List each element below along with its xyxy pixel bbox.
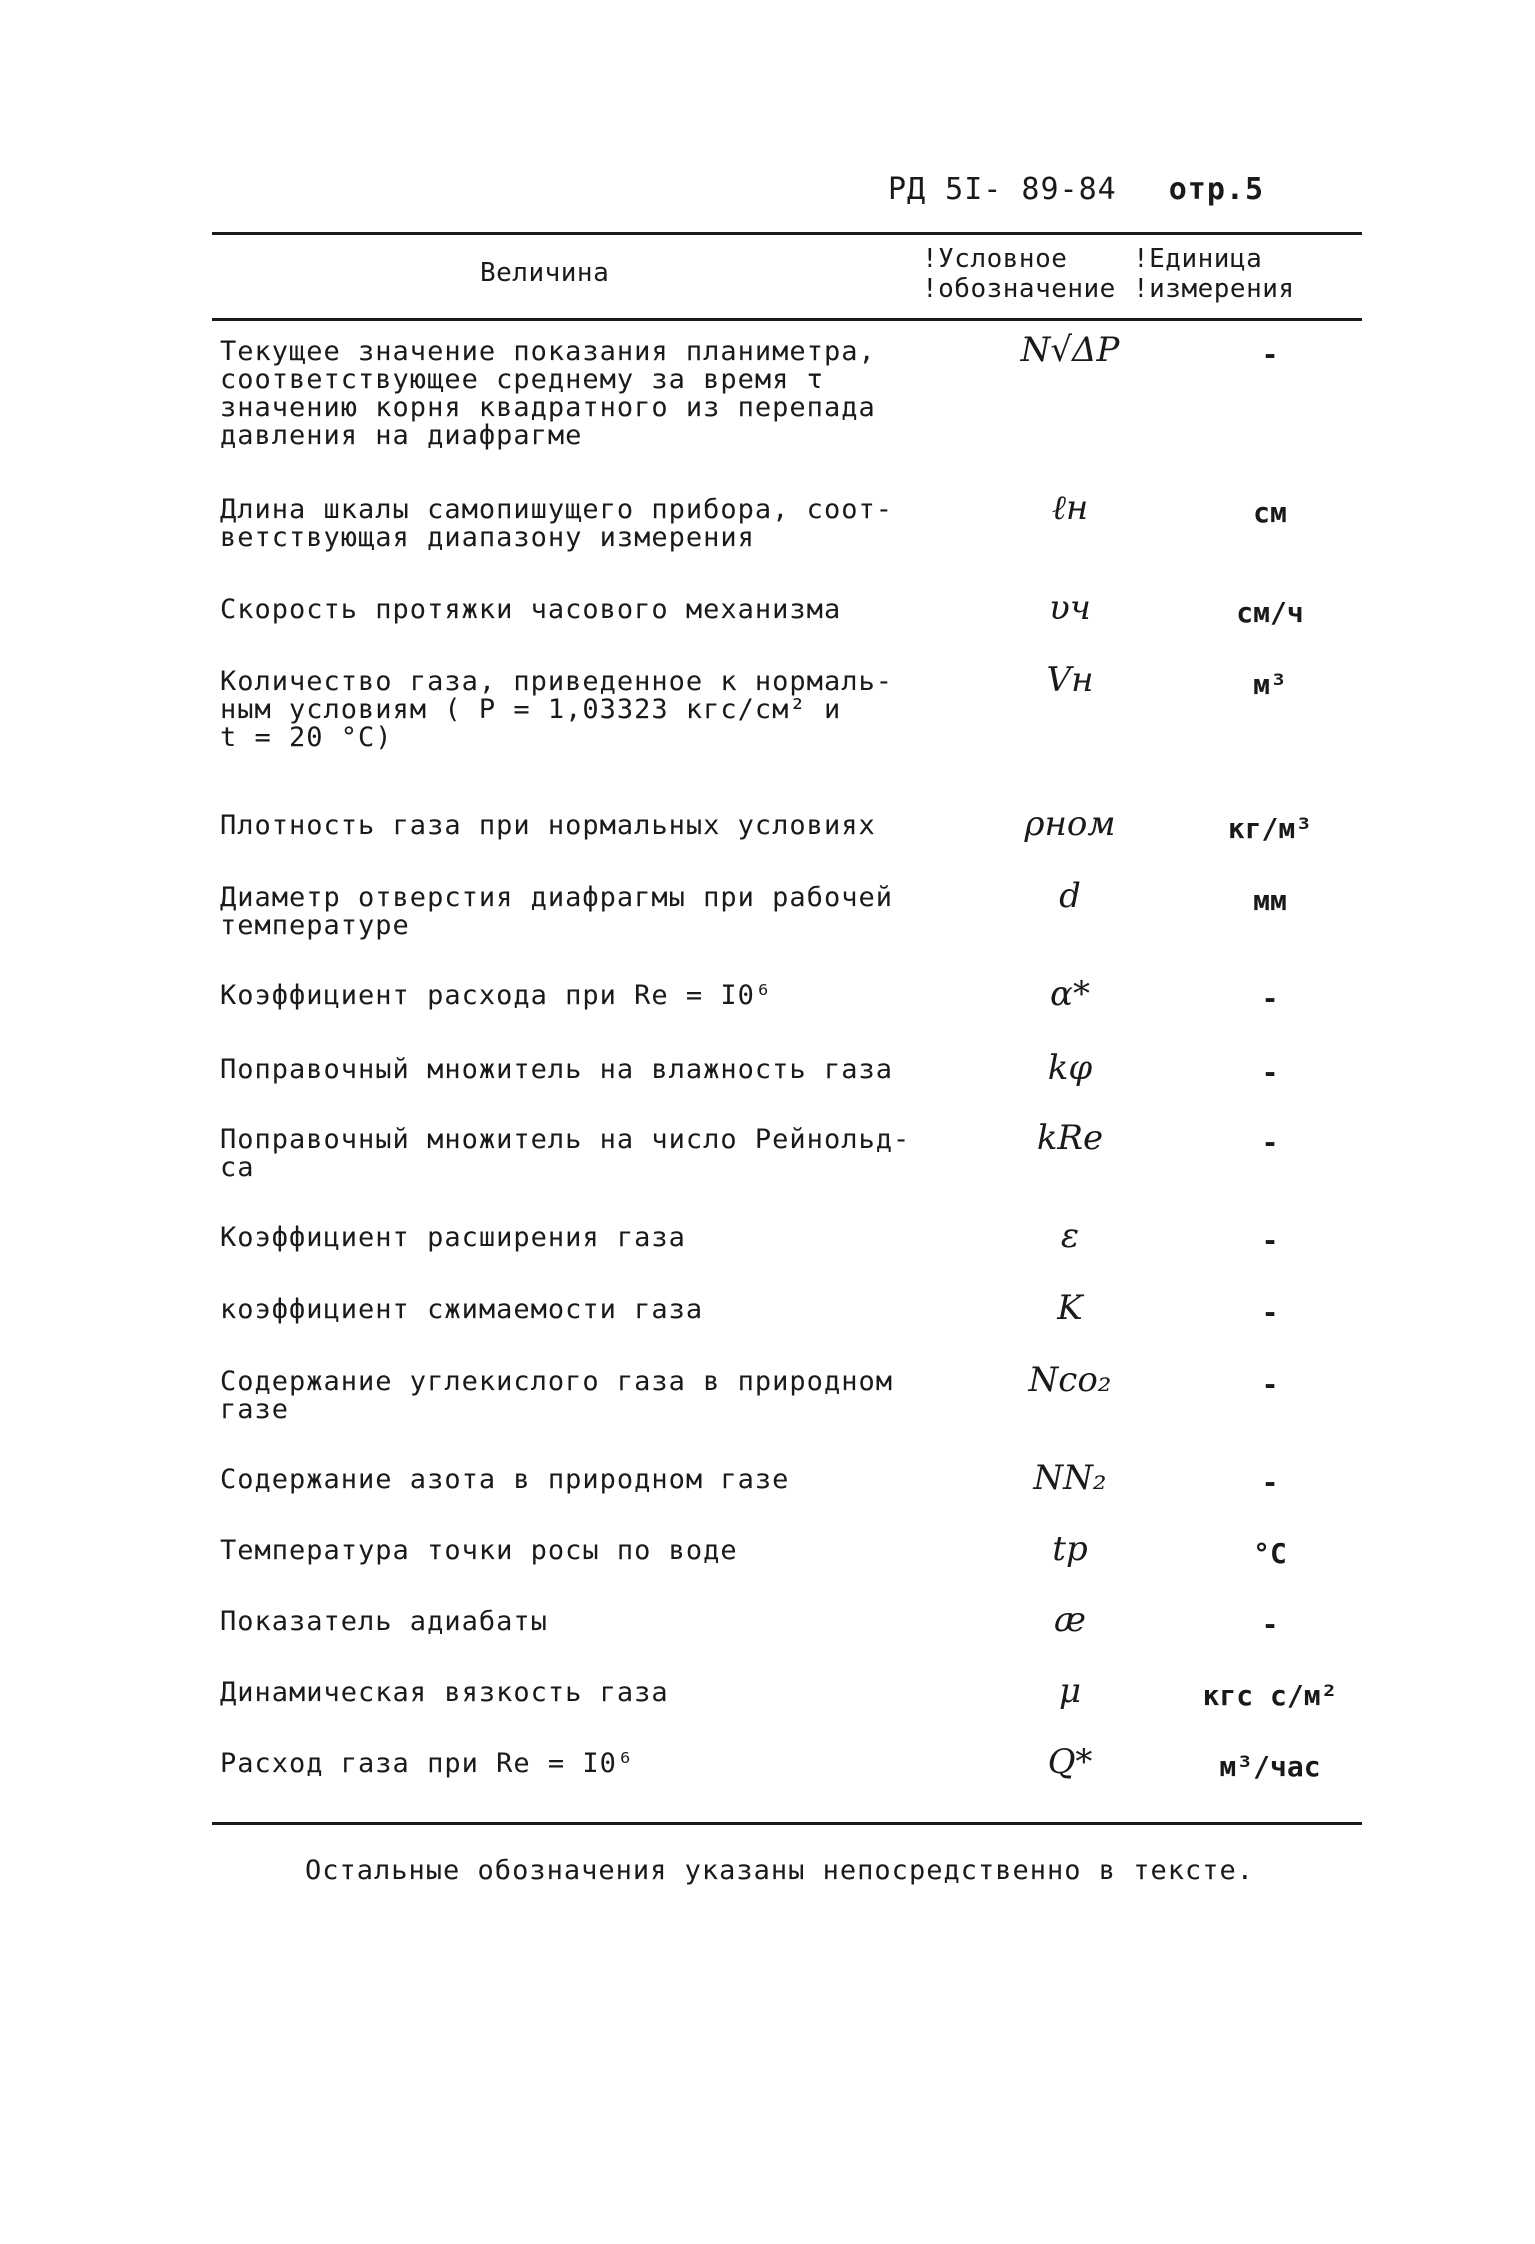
quantity-cell: Текущее значение показания планиметра, соответствующее среднему за время τ значению корня квадратного из перепада давления на диафрагме [220,336,876,451]
column-header-symbol-line1: !Условное [922,244,1068,274]
table-bottom-rule [212,1822,1362,1825]
unit-cell: - [1261,1296,1279,1329]
unit-cell: м³/час [1219,1750,1321,1783]
unit-cell: - [1261,1126,1279,1159]
quantity-cell: Расход газа при Re = I0⁶ [220,1748,635,1779]
quantity-cell: Поправочный множитель на влажность газа [220,1054,893,1085]
quantity-cell: Скорость протяжки часового механизма [220,594,842,625]
footer-note: Остальные обозначения указаны непосредственно в тексте. [305,1855,1255,1886]
unit-cell: мм [1253,884,1287,917]
symbol-cell: Q* [1047,1742,1093,1782]
unit-cell: м³ [1253,668,1287,701]
quantity-cell: Количество газа, приведенное к нормаль- ным условиям ( P = 1,03323 кгс/см² и t = 20 °C) [220,666,893,753]
unit-cell: см [1253,496,1287,529]
symbol-cell: tр [1052,1529,1088,1569]
column-header-unit-line1: !Единица [1133,244,1263,274]
unit-cell: °C [1253,1537,1287,1570]
symbol-cell: Nco₂ [1028,1360,1112,1400]
quantity-cell: Поправочный множитель на число Рейнольд- са [220,1124,911,1183]
unit-cell: см/ч [1236,596,1304,629]
column-header-symbol-line2: !обозначение [922,274,1116,304]
symbol-cell: μ [1058,1671,1082,1711]
unit-cell: кг/м³ [1227,812,1313,845]
symbol-cell: α* [1050,974,1090,1014]
page-header [888,172,1264,207]
symbol-cell: æ [1054,1600,1086,1640]
symbol-cell: N√ΔP [1020,330,1120,370]
quantity-cell: Содержание азота в природном газе [220,1464,790,1495]
quantity-cell: Динамическая вязкость газа [220,1677,669,1708]
quantity-cell: Длина шкалы самопишущего прибора, соот- ветствующая диапазону измерения [220,494,893,553]
quantity-cell: Содержание углекислого газа в природном газе [220,1366,893,1425]
unit-cell: - [1261,338,1279,371]
symbol-cell: kRe [1036,1118,1104,1158]
column-header-symbol [922,244,1116,304]
symbol-cell: ε [1060,1216,1080,1256]
unit-cell: - [1261,1608,1279,1641]
symbol-cell: d [1059,876,1081,916]
page-number: отр.5 [1168,172,1265,207]
symbol-cell: ℓн [1051,488,1089,528]
symbol-cell: υч [1049,588,1091,628]
column-header-unit [1133,244,1295,304]
unit-cell: - [1261,1466,1279,1499]
symbol-cell: NN₂ [1033,1458,1107,1498]
quantity-cell: Показатель адиабаты [220,1606,548,1637]
header-bottom-rule [212,318,1362,321]
quantity-cell: Плотность газа при нормальных условиях [220,810,876,841]
symbol-cell: K [1057,1288,1083,1328]
quantity-cell: Температура точки росы по воде [220,1535,738,1566]
unit-cell: - [1261,1056,1279,1089]
unit-cell: - [1261,1368,1279,1401]
unit-cell: кгс с/м² [1202,1679,1338,1712]
quantity-cell: Коэффициент расширения газа [220,1222,686,1253]
quantity-cell: Коэффициент расхода при Re = I0⁶ [220,980,773,1011]
column-header-unit-line2: !измерения [1133,274,1295,304]
unit-cell: - [1261,1224,1279,1257]
symbol-cell: Vн [1046,660,1094,700]
quantity-cell: коэффициент сжимаемости газа [220,1294,704,1325]
unit-cell: - [1261,982,1279,1015]
document-code: РД 5I- 89-84 [888,172,1117,207]
quantity-cell: Диаметр отверстия диафрагмы при рабочей температуре [220,882,893,941]
symbol-cell: kφ [1047,1048,1093,1088]
symbol-cell: ρном [1024,804,1116,844]
table-top-rule [212,232,1362,235]
column-header-quantity: Величина [480,258,610,288]
